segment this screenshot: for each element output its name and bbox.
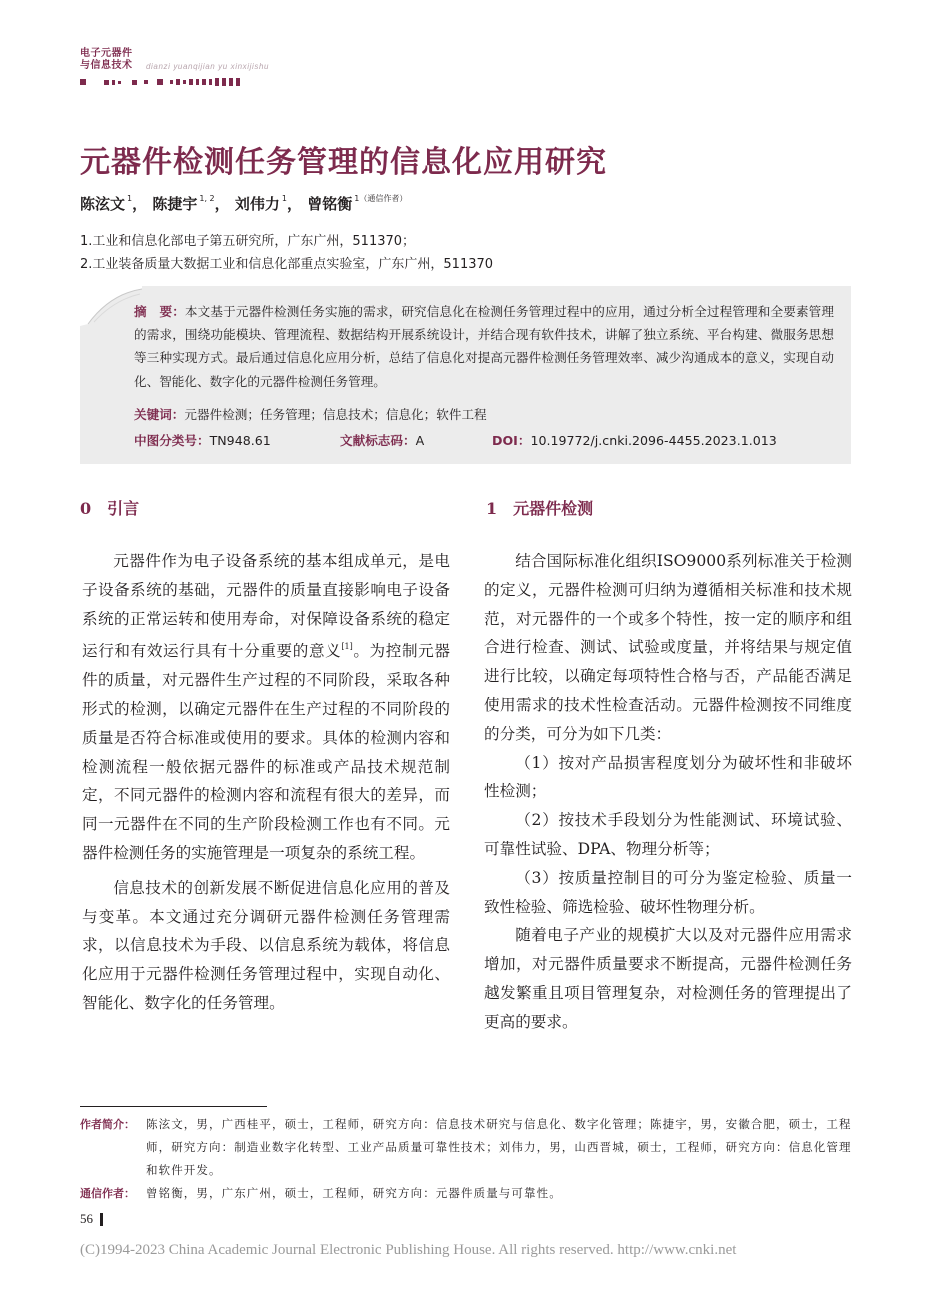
corresponding-author-text: 曾铭衡，男，广东广州，硕士，工程师，研究方向：元器件质量与可靠性。 xyxy=(146,1186,562,1200)
author-affil-marker: 1（通信作者） xyxy=(354,194,408,203)
author-name: 陈泫文 xyxy=(80,195,126,213)
copyright-footer: (C)1994-2023 China Academic Journal Electronic Publishing House. All rights reserved. http://www.cnki.net xyxy=(80,1242,737,1258)
abstract-paragraph xyxy=(134,300,834,393)
body-column-left xyxy=(82,547,450,1018)
page-number-bar xyxy=(100,1213,103,1226)
author-affil-marker: 1 xyxy=(127,194,133,203)
author-separator: ， xyxy=(287,195,303,213)
page-number: 56 xyxy=(80,1211,93,1226)
list-item: （3）按质量控制目的可分为鉴定检验、质量一致性检验、筛选检验、破坏性物理分析。 xyxy=(484,868,852,916)
body-column-right xyxy=(484,547,852,1037)
doi-value[interactable]: 10.19772/j.cnki.2096-4455.2023.1.013 xyxy=(530,433,777,448)
author-separator: ， xyxy=(214,195,230,213)
doc-code-value: A xyxy=(415,433,425,448)
affiliation-1: 1.工业和信息化部电子第五研究所，广东广州，511370； xyxy=(80,234,416,249)
body-paragraph: 结合国际标准化组织ISO9000系列标准关于检测的定义，元器件检测可归纳为遵循相关标准和技术规范，对元器件的一个或多个特性，按一定的顺序和组合进行检查、测试、试验或度量，并将结果与规定值进行比较，以确定每项特性合格与否，产品能否满足使用需求的技术性检查活动。元器件检测按不同维度的分类，可分为如下几类： xyxy=(484,552,852,743)
clc-value: TN948.61 xyxy=(209,433,271,448)
body-paragraph: 信息技术的创新发展不断促进信息化应用的普及与变革。本文通过充分调研元器件检测任务管理需求，以信息技术为手段、以信息系统为载体，将信息化应用于元器件检测任务管理过程中，实现自动化、智能化、数字化的任务管理。 xyxy=(82,878,450,1012)
journal-decoration-dots xyxy=(80,78,280,86)
journal-name-line2: 与信息技术 xyxy=(80,60,133,71)
list-item: （1）按对产品损害程度划分为破坏性和非破坏性检测； xyxy=(484,753,852,801)
corresponding-author-label: 通信作者： xyxy=(80,1187,135,1200)
keywords-line xyxy=(134,404,487,423)
author-affil-marker: 1, 2 xyxy=(199,194,215,203)
author-bio-label: 作者简介： xyxy=(80,1118,135,1131)
paragraph-text: 。为控制元器件的质量，对元器件生产过程的不同阶段，采取各种形式的检测，以确定元器件在生产过程的不同阶段的质量是否符合标准或使用的要求。具体的检测内容和检测流程一般依据元器件的标准或产品技术规范制定，不同元器件的检测内容和流程有很大的差异，而同一元器件在不同的生产阶段检测工作也有不同。元器件检测任务的实施管理是一项复杂的系统工程。 xyxy=(82,642,450,862)
paragraph-text: 元器件作为电子设备系统的基本组成单元，是电子设备系统的基础，元器件的质量直接影响电子设备系统的正常运转和使用寿命，对保障设备系统的稳定运行和有效运行具有十分重要的意义 xyxy=(82,552,450,661)
footnote-divider xyxy=(80,1106,267,1107)
author-affil-marker: 1 xyxy=(281,194,287,203)
journal-pinyin: dianzi yuanqijian yu xinxijishu xyxy=(146,62,270,71)
affiliation-2: 2.工业装备质量大数据工业和信息化部重点实验室，广东广州，511370 xyxy=(80,257,494,272)
section-heading-intro: 0 引言 xyxy=(80,499,140,518)
page-fold-icon xyxy=(80,286,142,326)
section-heading-component-testing: 1 元器件检测 xyxy=(486,499,594,518)
doc-code-label: 文献标志码： xyxy=(340,433,416,448)
keywords-label: 关键词： xyxy=(134,407,185,422)
corresponding-author-label-row xyxy=(80,1182,135,1205)
doi-line xyxy=(492,430,777,449)
body-paragraph xyxy=(82,547,450,868)
abstract-label: 摘 要： xyxy=(134,304,185,319)
clc-label: 中图分类号： xyxy=(134,433,210,448)
author-list xyxy=(80,193,407,214)
list-item: （2）按技术手段划分为性能测试、环境试验、可靠性试验、DPA、物理分析等； xyxy=(484,811,852,858)
paper-title: 元器件检测任务管理的信息化应用研究 xyxy=(80,145,607,180)
clc-line xyxy=(134,430,271,449)
abstract-text: 本文基于元器件检测任务实施的需求，研究信息化在检测任务管理过程中的应用，通过分析全过程管理和全要素管理的需求，围绕功能模块、管理流程、数据结构开展系统设计，并结合现有软件技术，讲解了独立系统、平台构建、微服务思想等三种实现方式。最后通过信息化应用分析，总结了信息化对提高元器件检测任务管理效率、减少沟通成本的意义，实现自动化、智能化、数字化的元器件检测任务管理。 xyxy=(134,304,835,389)
author-name: 刘伟力 xyxy=(234,195,280,213)
doc-code-line xyxy=(340,430,424,449)
body-paragraph: 随着电子产业的规模扩大以及对元器件应用需求增加，对元器件质量要求不断提高，元器件检测任务越发繁重且项目管理复杂，对检测任务的管理提出了更高的要求。 xyxy=(484,926,852,1031)
journal-name-line1: 电子元器件 xyxy=(80,48,133,59)
author-name: 曾铭衡 xyxy=(307,195,353,213)
citation-ref[interactable]: [1] xyxy=(341,642,353,652)
doi-label: DOI： xyxy=(492,433,531,448)
keywords-text: 元器件检测；任务管理；信息技术；信息化；软件工程 xyxy=(184,407,487,422)
author-name: 陈捷宇 xyxy=(152,195,198,213)
author-bio-label-row xyxy=(80,1113,135,1136)
author-separator: ， xyxy=(132,195,148,213)
author-bio-text: 陈泫文，男，广西桂平，硕士，工程师，研究方向：信息技术研究与信息化、数字化管理；陈捷宇，男，安徽合肥，硕士，工程师，研究方向：制造业数字化转型、工业产品质量可靠性技术；刘伟力，男，山西晋城，硕士，工程师，研究方向：信息化管理和软件开发。 xyxy=(146,1117,852,1177)
journal-header xyxy=(80,48,280,86)
